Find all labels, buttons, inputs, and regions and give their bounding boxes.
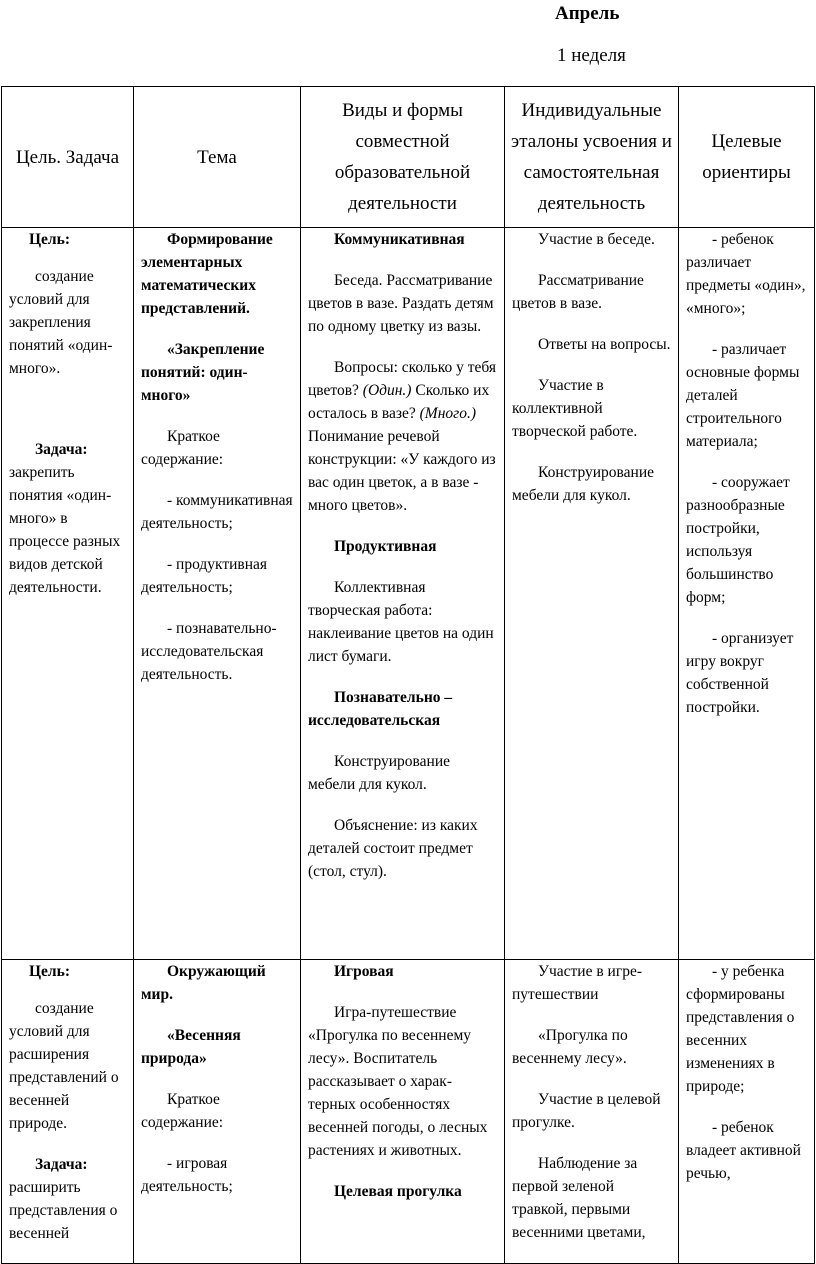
activity-text: Коллективная творческая работа: наклеивание цветов на один лист бумаги.: [308, 579, 494, 665]
individual-item: Рассматривание цветов в вазе.: [512, 272, 644, 312]
target-item: - сооружает разнообразные постройки, используя большинство форм;: [686, 474, 790, 606]
individual-item: Конструирование мебели для кукол.: [512, 464, 655, 504]
table-row: [2, 228, 815, 960]
activities-cell: [301, 960, 505, 1264]
targets-cell: [679, 960, 815, 1264]
individual-cell: [505, 960, 679, 1264]
individual-item: Участие в целевой прогулке.: [512, 1091, 661, 1131]
activity-text: Игра-путешествие «Прогулка по весеннему лесу». Воспитатель рассказывает о харак-терных особенностях весенней погоды, о лесных растениях и животных.: [308, 1004, 488, 1159]
goal-cell: [2, 960, 134, 1264]
goal-label: Цель:: [29, 963, 70, 980]
col-header-goal: Цель. Задача: [2, 87, 134, 228]
activity-questions: Вопросы: сколько у тебя цветов? (Один.) Сколько их осталось в вазе? (Много.) Понимание речевой конструкции: «У каждого из вас один цветок, а в вазе - много цветов».: [308, 359, 496, 514]
col-header-targets: Целевые ориентиры: [679, 87, 815, 228]
activity-text: Конструирование мебели для кукол.: [308, 753, 451, 793]
theme-summary-label: Краткое содержание:: [141, 428, 224, 468]
task-label: Задача:: [35, 1156, 88, 1173]
table-row: [2, 960, 815, 1264]
goal-cell: [2, 228, 134, 960]
individual-cell: [505, 228, 679, 960]
targets-cell: [679, 228, 815, 960]
theme-item: - игровая деятельность;: [141, 1155, 233, 1195]
theme-summary-label: Краткое содержание:: [141, 1091, 224, 1131]
col-header-theme: Тема: [134, 87, 301, 228]
plan-table: [1, 86, 815, 1264]
task-label: Задача:: [35, 441, 88, 458]
individual-item: Ответы на вопросы.: [538, 336, 671, 353]
activity-text: Беседа. Рассматривание цветов в вазе. Раздать детям по одному цветку из вазы.: [308, 272, 494, 335]
target-item: - у ребенка сформированы представления о весенних изменениях в природе;: [686, 963, 795, 1095]
page-header: [0, 0, 816, 90]
theme-item: - коммуникативная деятельность;: [141, 492, 293, 532]
theme-item: - продуктивная деятельность;: [141, 556, 268, 596]
target-item: - ребенок владеет активной речью,: [686, 1119, 801, 1182]
activity-heading: Игровая: [334, 963, 394, 980]
activity-text: Объяснение: из каких деталей состоит предмет (стол, стул).: [308, 817, 478, 880]
col-header-individual: Индивидуальные эталоны усвоения и самостоятельная деятельность: [505, 87, 679, 228]
individual-item: Наблюдение за первой зеленой травкой, первыми весенними цветами,: [512, 1155, 646, 1241]
target-item: - организует игру вокруг собственной постройки.: [686, 630, 794, 716]
goal-label: Цель:: [29, 231, 70, 248]
activity-heading: Коммуникативная: [334, 231, 465, 248]
month-title: Апрель: [555, 3, 620, 24]
col-header-activities: Виды и формы совместной образовательной деятельности: [301, 87, 505, 228]
theme-cell: [134, 228, 301, 960]
theme-subtitle: «Весенняя природа»: [141, 1027, 241, 1067]
task-text: закрепить понятия «один- много» в процессе разных видов детской деятельности.: [9, 464, 121, 596]
individual-item: Участие в игре-путешествии: [512, 963, 642, 1003]
activity-heading: Продуктивная: [334, 538, 437, 555]
target-item: - различает основные формы деталей строительного материала;: [686, 341, 800, 450]
week-label: 1 неделя: [557, 45, 626, 66]
activity-heading: Целевая прогулка: [334, 1183, 462, 1200]
task-text: расширить представления о весенней: [9, 1179, 118, 1242]
theme-item: - познавательно-исследовательская деятельность.: [141, 620, 277, 683]
activity-heading: Познавательно – исследовательская: [308, 689, 453, 729]
theme-cell: [134, 960, 301, 1264]
activities-cell: [301, 228, 505, 960]
goal-text: создание условий для закрепления понятий «один- много».: [9, 268, 113, 377]
individual-item: Участие в беседе.: [538, 231, 655, 248]
individual-item: Участие в коллективной творческой работе.: [512, 377, 638, 440]
goal-text: создание условий для расширения представлений о весенней природе.: [9, 1000, 119, 1132]
theme-subtitle: «Закрепление понятий: один- много»: [141, 341, 265, 404]
theme-title: Формирование элементарных математических представлений.: [141, 231, 273, 317]
theme-title: Окружающий мир.: [141, 963, 266, 1003]
individual-item: «Прогулка по весеннему лесу».: [512, 1027, 628, 1067]
table-header-row: [2, 87, 815, 228]
target-item: - ребенок различает предметы «один», «много»;: [686, 231, 806, 317]
